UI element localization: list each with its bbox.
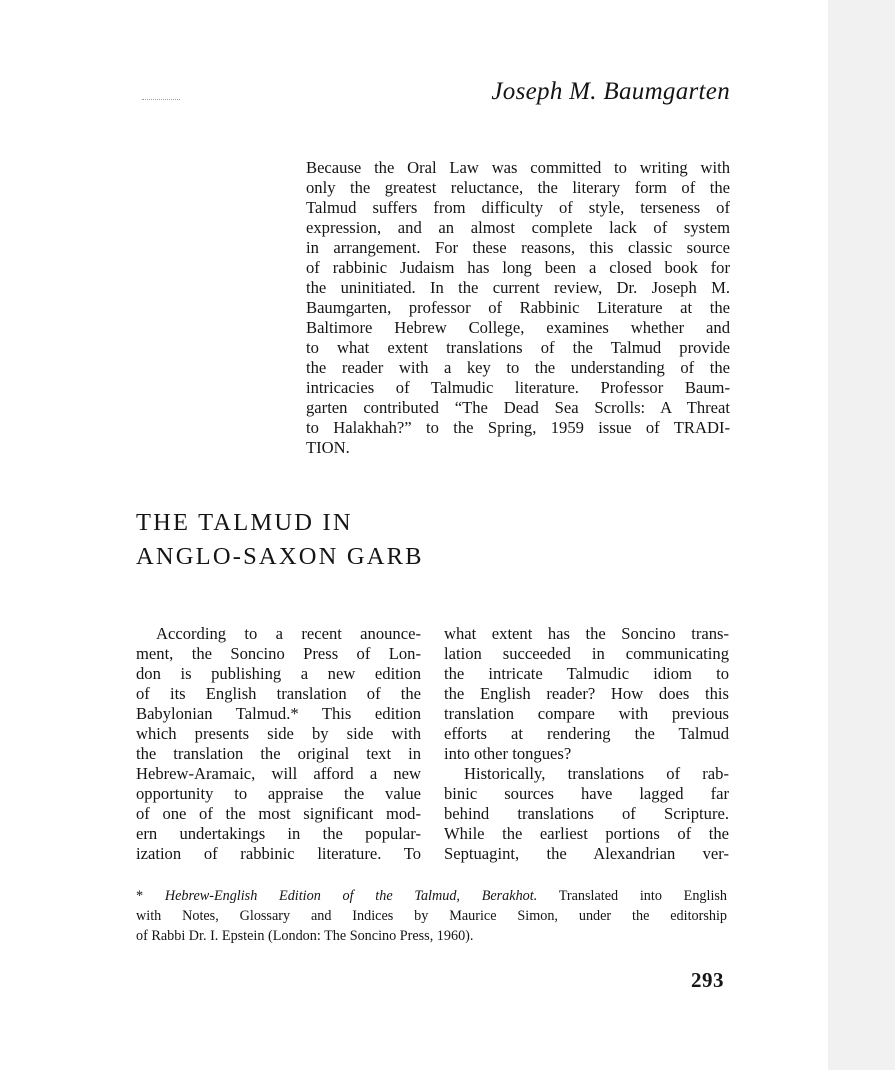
body-line: binic sources have lagged far — [444, 784, 729, 803]
abstract-line: to Halakhah?” to the Spring, 1959 issue of TRADI- — [306, 418, 730, 437]
body-line: behind translations of Scripture. — [444, 804, 729, 823]
abstract-line: garten contributed “The Dead Sea Scrolls: A Threat — [306, 398, 730, 417]
body-line: Hebrew-Aramaic, will afford a new — [136, 764, 421, 783]
body-line: into other tongues? — [444, 744, 572, 763]
body-line: which presents side by side with — [136, 724, 421, 743]
body-line: ization of rabbinic literature. To — [136, 844, 421, 863]
body-line: According to a recent anounce- — [156, 624, 421, 643]
footnote-line: of Rabbi Dr. I. Epstein (London: The Soncino Press, 1960). — [136, 928, 474, 944]
running-header-author: Joseph M. Baumgarten — [491, 78, 730, 105]
body-line: opportunity to appraise the value — [136, 784, 421, 803]
body-line: the translation the original text in — [136, 744, 421, 763]
body-column-right — [444, 624, 729, 864]
page-number: 293 — [691, 968, 724, 992]
body-line: translation compare with previous — [444, 704, 729, 723]
article-title — [136, 506, 424, 574]
title-line: THE TALMUD IN — [136, 509, 353, 536]
scan-speck — [142, 99, 180, 101]
body-line: lation succeeded in communicating — [444, 644, 729, 663]
footnote-marker: * — [136, 888, 165, 904]
title-line: ANGLO-SAXON GARB — [136, 543, 424, 570]
abstract-line: intricacies of Talmudic literature. Professor Baum- — [306, 378, 730, 397]
body-line: Historically, translations of rab- — [464, 764, 729, 783]
body-column-left — [136, 624, 421, 864]
abstract-line: only the greatest reluctance, the literary form of the — [306, 178, 730, 197]
abstract-line: expression, and an almost complete lack of system — [306, 218, 730, 237]
abstract-line: the uninitiated. In the current review, Dr. Joseph M. — [306, 278, 730, 297]
abstract-line: Baumgarten, professor of Rabbinic Literature at the — [306, 298, 730, 317]
body-line: ment, the Soncino Press of Lon- — [136, 644, 421, 663]
body-line: the intricate Talmudic idiom to — [444, 664, 729, 683]
footnote — [136, 886, 727, 946]
abstract-line: in arrangement. For these reasons, this classic source — [306, 238, 730, 257]
abstract-line: Talmud suffers from difficulty of style, terseness of — [306, 198, 730, 217]
body-line: don is publishing a new edition — [136, 664, 421, 683]
footnote-line: with Notes, Glossary and Indices by Maurice Simon, under the editorship — [136, 908, 727, 924]
abstract-line: TION. — [306, 438, 350, 457]
abstract-line: to what extent translations of the Talmud provide — [306, 338, 730, 357]
body-line: the English reader? How does this — [444, 684, 729, 703]
footnote-text: Translated into English — [537, 888, 728, 904]
body-line: efforts at rendering the Talmud — [444, 724, 729, 743]
footnote-book-title: Hebrew-English Edition of the Talmud, Berakhot. — [164, 888, 538, 904]
footnote-line — [136, 886, 727, 906]
body-line: of one of the most significant mod- — [136, 804, 421, 823]
body-line: of its English translation of the — [136, 684, 421, 703]
abstract-line: Because the Oral Law was committed to writing with — [306, 158, 730, 177]
body-line: Babylonian Talmud.* This edition — [136, 704, 421, 723]
abstract-line: the reader with a key to the understanding of the — [306, 358, 730, 377]
body-line: While the earliest portions of the — [444, 824, 729, 843]
body-line: what extent has the Soncino trans- — [444, 624, 729, 643]
abstract-line: Baltimore Hebrew College, examines whether and — [306, 318, 730, 337]
body-line: ern undertakings in the popular- — [136, 824, 421, 843]
body-line: Septuagint, the Alexandrian ver- — [444, 844, 729, 863]
abstract-line: of rabbinic Judaism has long been a closed book for — [306, 258, 730, 277]
editorial-abstract — [306, 158, 730, 458]
